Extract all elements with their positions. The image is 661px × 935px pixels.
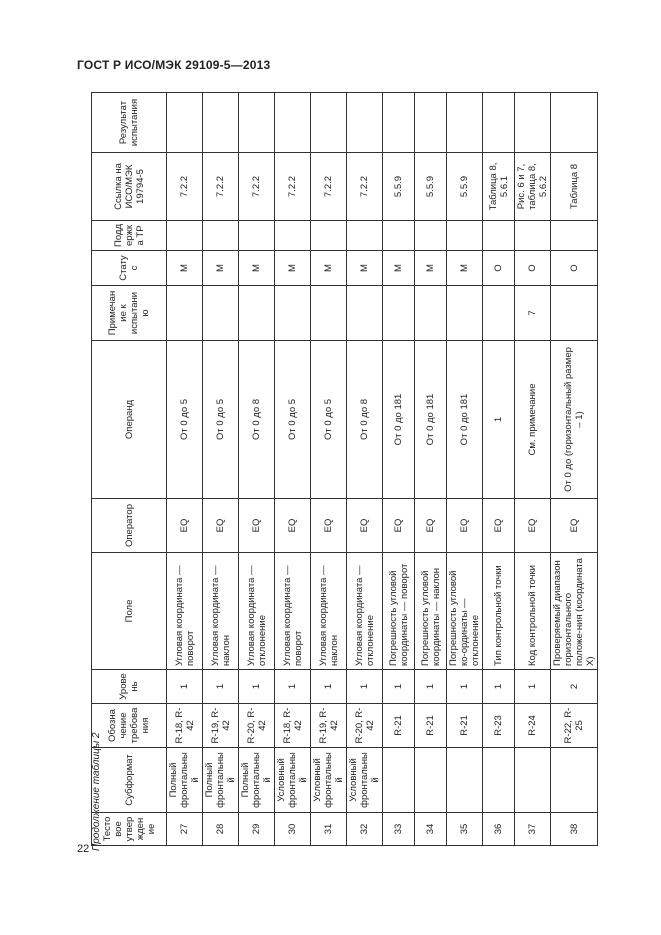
cell-result <box>203 93 239 153</box>
table-row <box>311 93 347 846</box>
cell-subformat: Полный фронтальный <box>239 748 275 813</box>
cell-operator: EQ <box>515 499 551 553</box>
cell-test: 37 <box>515 813 551 846</box>
cell-tp-support <box>167 221 203 251</box>
cell-requirement: R-22, R-25 <box>551 704 598 748</box>
cell-tp-support <box>551 221 598 251</box>
cell-status: O <box>551 251 598 286</box>
cell-tp-support <box>239 221 275 251</box>
cell-operand: От 0 до 5 <box>311 341 347 499</box>
cell-tp-support <box>483 221 515 251</box>
cell-level: 2 <box>551 670 598 704</box>
header-subformat: Субформат <box>92 748 167 813</box>
cell-field: Угловая координата — поворот <box>275 553 311 670</box>
cell-result <box>383 93 415 153</box>
cell-requirement: R-21 <box>415 704 447 748</box>
cell-operand: От 0 до (горизонтальный размер – 1) <box>551 341 598 499</box>
cell-test: 38 <box>551 813 598 846</box>
cell-level: 1 <box>415 670 447 704</box>
table-row <box>203 93 239 846</box>
cell-field: Угловая координата — наклон <box>311 553 347 670</box>
cell-status: M <box>415 251 447 286</box>
cell-reference: 7.2.2 <box>203 153 239 221</box>
cell-tp-support <box>347 221 383 251</box>
cell-operator: EQ <box>311 499 347 553</box>
page-number: 22 <box>77 843 90 855</box>
cell-test: 31 <box>311 813 347 846</box>
table-row <box>415 93 447 846</box>
cell-requirement: R-20, R-42 <box>347 704 383 748</box>
cell-note <box>275 286 311 341</box>
cell-subformat: Условный фронтальный <box>347 748 383 813</box>
cell-operator: EQ <box>483 499 515 553</box>
table-row <box>167 93 203 846</box>
cell-level: 1 <box>239 670 275 704</box>
header-result: Результат испытания <box>92 93 167 153</box>
cell-field: Погрешность угловой координаты — поворот <box>383 553 415 670</box>
cell-requirement: R-21 <box>383 704 415 748</box>
cell-operand: См. примечание <box>515 341 551 499</box>
cell-requirement: R-20, R-42 <box>239 704 275 748</box>
cell-note <box>347 286 383 341</box>
cell-reference: 7.2.2 <box>347 153 383 221</box>
cell-operand: 1 <box>483 341 515 499</box>
cell-field: Угловая координата — наклон <box>203 553 239 670</box>
cell-subformat <box>447 748 483 813</box>
cell-note <box>383 286 415 341</box>
cell-operand: От 0 до 5 <box>167 341 203 499</box>
cell-result <box>311 93 347 153</box>
cell-test: 35 <box>447 813 483 846</box>
cell-operand: От 0 до 181 <box>447 341 483 499</box>
requirements-table <box>91 92 598 846</box>
cell-operand: От 0 до 5 <box>203 341 239 499</box>
cell-reference: 5.5.9 <box>447 153 483 221</box>
cell-tp-support <box>415 221 447 251</box>
cell-operator: EQ <box>551 499 598 553</box>
cell-test: 28 <box>203 813 239 846</box>
cell-operator: EQ <box>167 499 203 553</box>
cell-operator: EQ <box>447 499 483 553</box>
cell-note: 7 <box>515 286 551 341</box>
cell-requirement: R-18, R-42 <box>167 704 203 748</box>
table-row <box>383 93 415 846</box>
cell-reference: Таблица 8 <box>551 153 598 221</box>
cell-field: Код контрольной точки <box>515 553 551 670</box>
table-row <box>347 93 383 846</box>
cell-tp-support <box>203 221 239 251</box>
cell-level: 1 <box>275 670 311 704</box>
header-operand: Операнд <box>92 341 167 499</box>
header-field: Поле <box>92 553 167 670</box>
cell-level: 1 <box>447 670 483 704</box>
cell-reference: 5.5.9 <box>415 153 447 221</box>
header-reference: Ссылка на ИСО/МЭК 19794-5 <box>92 153 167 221</box>
header-test: Тестовое утверждение <box>92 813 167 846</box>
cell-note <box>203 286 239 341</box>
table-row <box>447 93 483 846</box>
cell-operator: EQ <box>347 499 383 553</box>
cell-level: 1 <box>347 670 383 704</box>
cell-level: 1 <box>483 670 515 704</box>
cell-result <box>515 93 551 153</box>
cell-level: 1 <box>311 670 347 704</box>
cell-requirement: R-21 <box>447 704 483 748</box>
cell-note <box>415 286 447 341</box>
cell-operand: От 0 до 5 <box>275 341 311 499</box>
cell-level: 1 <box>203 670 239 704</box>
cell-requirement: R-19, R-42 <box>203 704 239 748</box>
cell-note <box>551 286 598 341</box>
cell-requirement: R-19, R-42 <box>311 704 347 748</box>
cell-field: Погрешность угловой координаты — наклон <box>415 553 447 670</box>
header-note: Примечание к испытанию <box>92 286 167 341</box>
table-row <box>239 93 275 846</box>
header-level: Уровень <box>92 670 167 704</box>
cell-subformat: Условный фронтальный <box>275 748 311 813</box>
cell-subformat <box>551 748 598 813</box>
cell-status: M <box>311 251 347 286</box>
cell-reference: 7.2.2 <box>167 153 203 221</box>
header-requirement: Обозначение требования <box>92 704 167 748</box>
cell-note <box>167 286 203 341</box>
cell-operand: От 0 до 8 <box>347 341 383 499</box>
cell-requirement: R-18, R-42 <box>275 704 311 748</box>
cell-result <box>551 93 598 153</box>
cell-test: 29 <box>239 813 275 846</box>
cell-tp-support <box>447 221 483 251</box>
cell-status: O <box>515 251 551 286</box>
cell-operand: От 0 до 181 <box>383 341 415 499</box>
cell-reference: Таблица 8, 5.6.1 <box>483 153 515 221</box>
cell-status: M <box>347 251 383 286</box>
cell-operator: EQ <box>203 499 239 553</box>
cell-result <box>483 93 515 153</box>
cell-reference: 7.2.2 <box>275 153 311 221</box>
cell-operator: EQ <box>239 499 275 553</box>
header-status: Статус <box>92 251 167 286</box>
cell-reference: 7.2.2 <box>311 153 347 221</box>
cell-subformat: Полный фронтальный <box>203 748 239 813</box>
cell-result <box>167 93 203 153</box>
header-operator: Оператор <box>92 499 167 553</box>
table-row <box>515 93 551 846</box>
cell-field: Тип контрольной точки <box>483 553 515 670</box>
cell-subformat <box>415 748 447 813</box>
header-tp-support: Поддержка ТР <box>92 221 167 251</box>
cell-status: M <box>167 251 203 286</box>
table-row <box>551 93 598 846</box>
table-header-row <box>92 93 167 846</box>
cell-note <box>447 286 483 341</box>
cell-reference: 5.5.9 <box>383 153 415 221</box>
cell-operator: EQ <box>383 499 415 553</box>
cell-operator: EQ <box>415 499 447 553</box>
cell-requirement: R-23 <box>483 704 515 748</box>
cell-reference: Рис. 6 и 7, таблица 8, 5.6.2 <box>515 153 551 221</box>
cell-tp-support <box>515 221 551 251</box>
cell-tp-support <box>311 221 347 251</box>
cell-result <box>239 93 275 153</box>
cell-field: Погрешность угловой ко-ординаты — отклонение <box>447 553 483 670</box>
cell-level: 1 <box>515 670 551 704</box>
table-continuation-caption: Продолжение таблицы 2 <box>91 732 102 851</box>
cell-status: M <box>275 251 311 286</box>
cell-result <box>347 93 383 153</box>
cell-status: M <box>447 251 483 286</box>
cell-status: O <box>483 251 515 286</box>
cell-result <box>447 93 483 153</box>
cell-field: Угловая координата — отклонение <box>239 553 275 670</box>
cell-test: 27 <box>167 813 203 846</box>
cell-subformat: Полный фронтальный <box>167 748 203 813</box>
cell-status: M <box>239 251 275 286</box>
cell-tp-support <box>275 221 311 251</box>
cell-test: 36 <box>483 813 515 846</box>
cell-status: M <box>383 251 415 286</box>
table-row <box>275 93 311 846</box>
cell-field: Проверяемый диапазон горизонтального положе-ния (координата X) <box>551 553 598 670</box>
cell-field: Угловая координата — отклонение <box>347 553 383 670</box>
cell-level: 1 <box>383 670 415 704</box>
cell-level: 1 <box>167 670 203 704</box>
cell-note <box>483 286 515 341</box>
cell-subformat <box>483 748 515 813</box>
cell-subformat <box>383 748 415 813</box>
cell-field: Угловая координата — поворот <box>167 553 203 670</box>
cell-test: 32 <box>347 813 383 846</box>
cell-status: M <box>203 251 239 286</box>
cell-result <box>275 93 311 153</box>
cell-note <box>239 286 275 341</box>
cell-reference: 7.2.2 <box>239 153 275 221</box>
cell-operand: От 0 до 181 <box>415 341 447 499</box>
cell-subformat: Условный фронтальный <box>311 748 347 813</box>
cell-result <box>415 93 447 153</box>
cell-test: 34 <box>415 813 447 846</box>
table-row <box>483 93 515 846</box>
cell-tp-support <box>383 221 415 251</box>
cell-note <box>311 286 347 341</box>
cell-operator: EQ <box>275 499 311 553</box>
document-title: ГОСТ Р ИСО/МЭК 29109-5—2013 <box>77 58 271 72</box>
cell-operand: От 0 до 8 <box>239 341 275 499</box>
cell-subformat <box>515 748 551 813</box>
cell-requirement: R-24 <box>515 704 551 748</box>
cell-test: 33 <box>383 813 415 846</box>
cell-test: 30 <box>275 813 311 846</box>
